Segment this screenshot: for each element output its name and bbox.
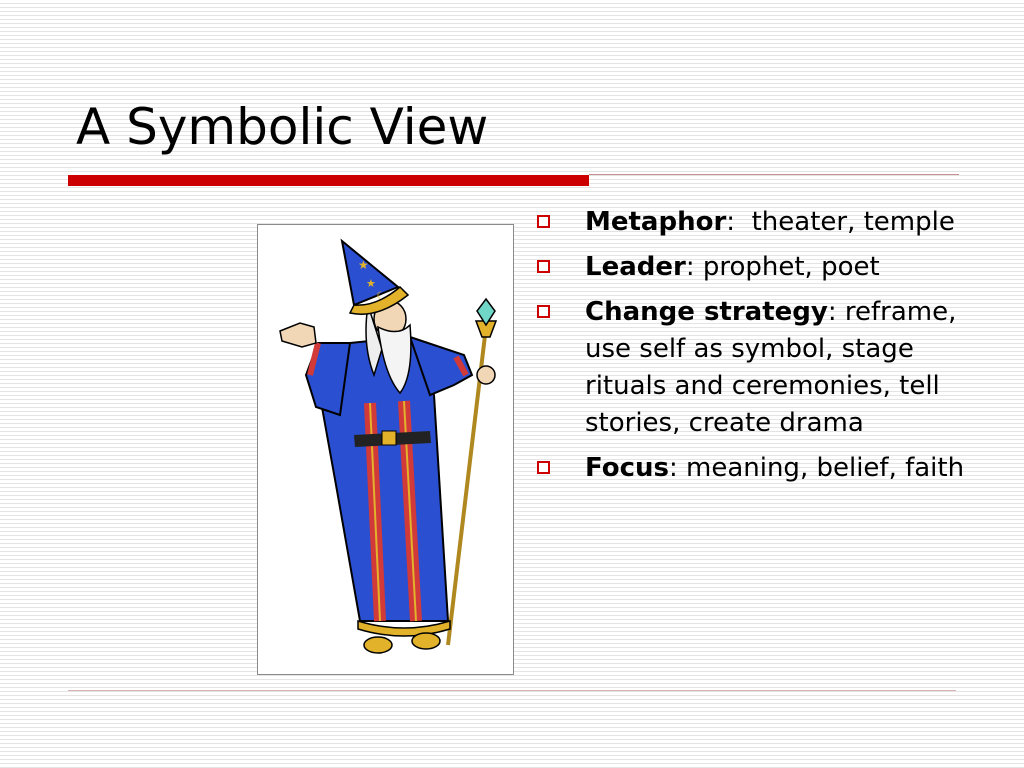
bullet-item-focus: [533, 450, 973, 487]
hollow-square-bullet-icon: [537, 260, 550, 273]
bullet-list: [533, 204, 973, 495]
hollow-square-bullet-icon: [537, 215, 550, 228]
bullet-term: Leader: [585, 252, 686, 282]
footer-divider: [68, 690, 956, 691]
bullet-separator: :: [668, 453, 686, 483]
hand-icon: [280, 323, 316, 347]
bullet-term: Change strategy: [585, 297, 828, 327]
bullet-separator: :: [827, 297, 845, 327]
bullet-item-leader: [533, 249, 973, 286]
svg-text:★: ★: [366, 277, 376, 290]
bullet-text: reframe, use self as symbol, stage rituals and ceremonies, tell stories, create drama: [585, 297, 957, 438]
title-underline-thin: [589, 174, 959, 175]
bullet-text: meaning, belief, faith: [686, 453, 965, 483]
bullet-text: prophet, poet: [702, 252, 880, 282]
bullet-term: Focus: [585, 453, 669, 483]
slide-title: A Symbolic View: [76, 98, 489, 156]
bullet-text: theater, temple: [751, 207, 955, 237]
bullet-term: Metaphor: [585, 207, 727, 237]
hollow-square-bullet-icon: [537, 461, 550, 474]
title-underline-red: [68, 175, 589, 186]
wizard-icon: [258, 225, 513, 674]
bullet-item-change-strategy: [533, 294, 973, 442]
bullet-separator: :: [685, 252, 703, 282]
wizard-illustration: [257, 224, 514, 675]
svg-text:☾: ☾: [376, 291, 385, 302]
hollow-square-bullet-icon: [537, 305, 550, 318]
bullet-item-metaphor: [533, 204, 973, 241]
svg-text:★: ★: [358, 258, 369, 272]
bullet-separator: :: [726, 207, 752, 237]
